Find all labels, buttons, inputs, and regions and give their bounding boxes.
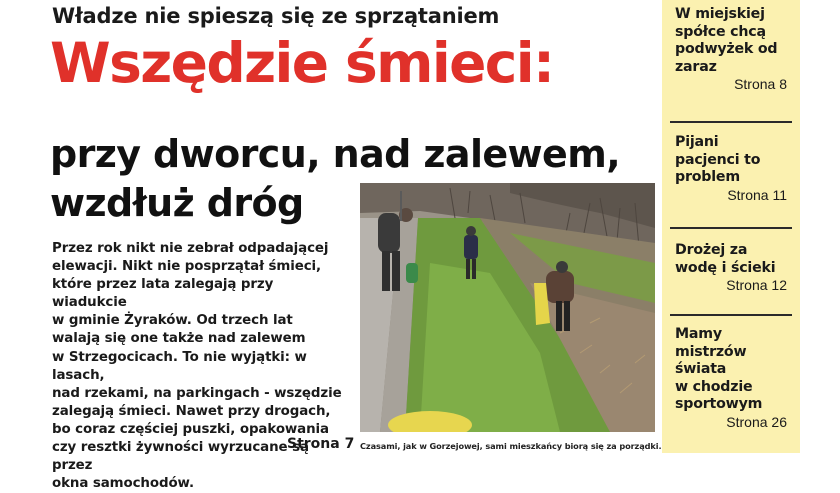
article-subhead: przy dworcu, nad zalewem, wzdłuż dróg xyxy=(50,132,621,225)
article-photo xyxy=(360,183,655,432)
divider xyxy=(670,314,792,316)
article-lead: Przez rok nikt nie zebrał odpadającej elewacji. Nikt nie posprzątał śmieci, które przez lata zalegają przy wiadukcie w gminie Żyraków. Od trzech lat walają się one także nad zalewem w Strzegocicach. To nie wyjątki: w lasach, nad rzekami, na parkingach - wszędzie zalegają śmieci. Nawet przy drogach, bo coraz częściej puszki, opakowania czy resztki żywności wyrzucane są przez okna samochodów. xyxy=(52,241,342,492)
divider xyxy=(670,227,792,229)
divider xyxy=(670,121,792,123)
teaser-item[interactable] xyxy=(675,6,787,93)
teaser-page: Strona 26 xyxy=(726,413,787,430)
teaser-title: Mamy mistrzów świata w chodzie sportowym xyxy=(675,326,763,412)
teaser-title: Pijani pacjenci to problem xyxy=(675,134,761,185)
teaser-title: Drożej za wodę i ścieki xyxy=(675,242,776,276)
teaser-item[interactable] xyxy=(675,134,787,204)
article-page-ref: Strona 7 xyxy=(287,436,355,452)
teaser-page: Strona 11 xyxy=(727,186,787,203)
sidebar-teasers xyxy=(662,0,800,453)
teaser-title: W miejskiej spółce chcą podwyżek od zaraz xyxy=(675,6,778,75)
article-kicker: Władze nie spieszą się ze sprzątaniem xyxy=(52,4,500,28)
photo-caption: Czasami, jak w Gorzejowej, sami mieszkańcy biorą się za porządki. xyxy=(360,441,662,451)
teaser-page: Strona 12 xyxy=(726,277,787,293)
teaser-page: Strona 8 xyxy=(734,76,787,92)
photo-illustration xyxy=(360,183,655,432)
teaser-item[interactable] xyxy=(675,326,787,431)
teaser-item[interactable] xyxy=(675,242,787,294)
article-headline: Wszędzie śmieci: xyxy=(50,31,554,95)
page-margin xyxy=(800,0,840,453)
